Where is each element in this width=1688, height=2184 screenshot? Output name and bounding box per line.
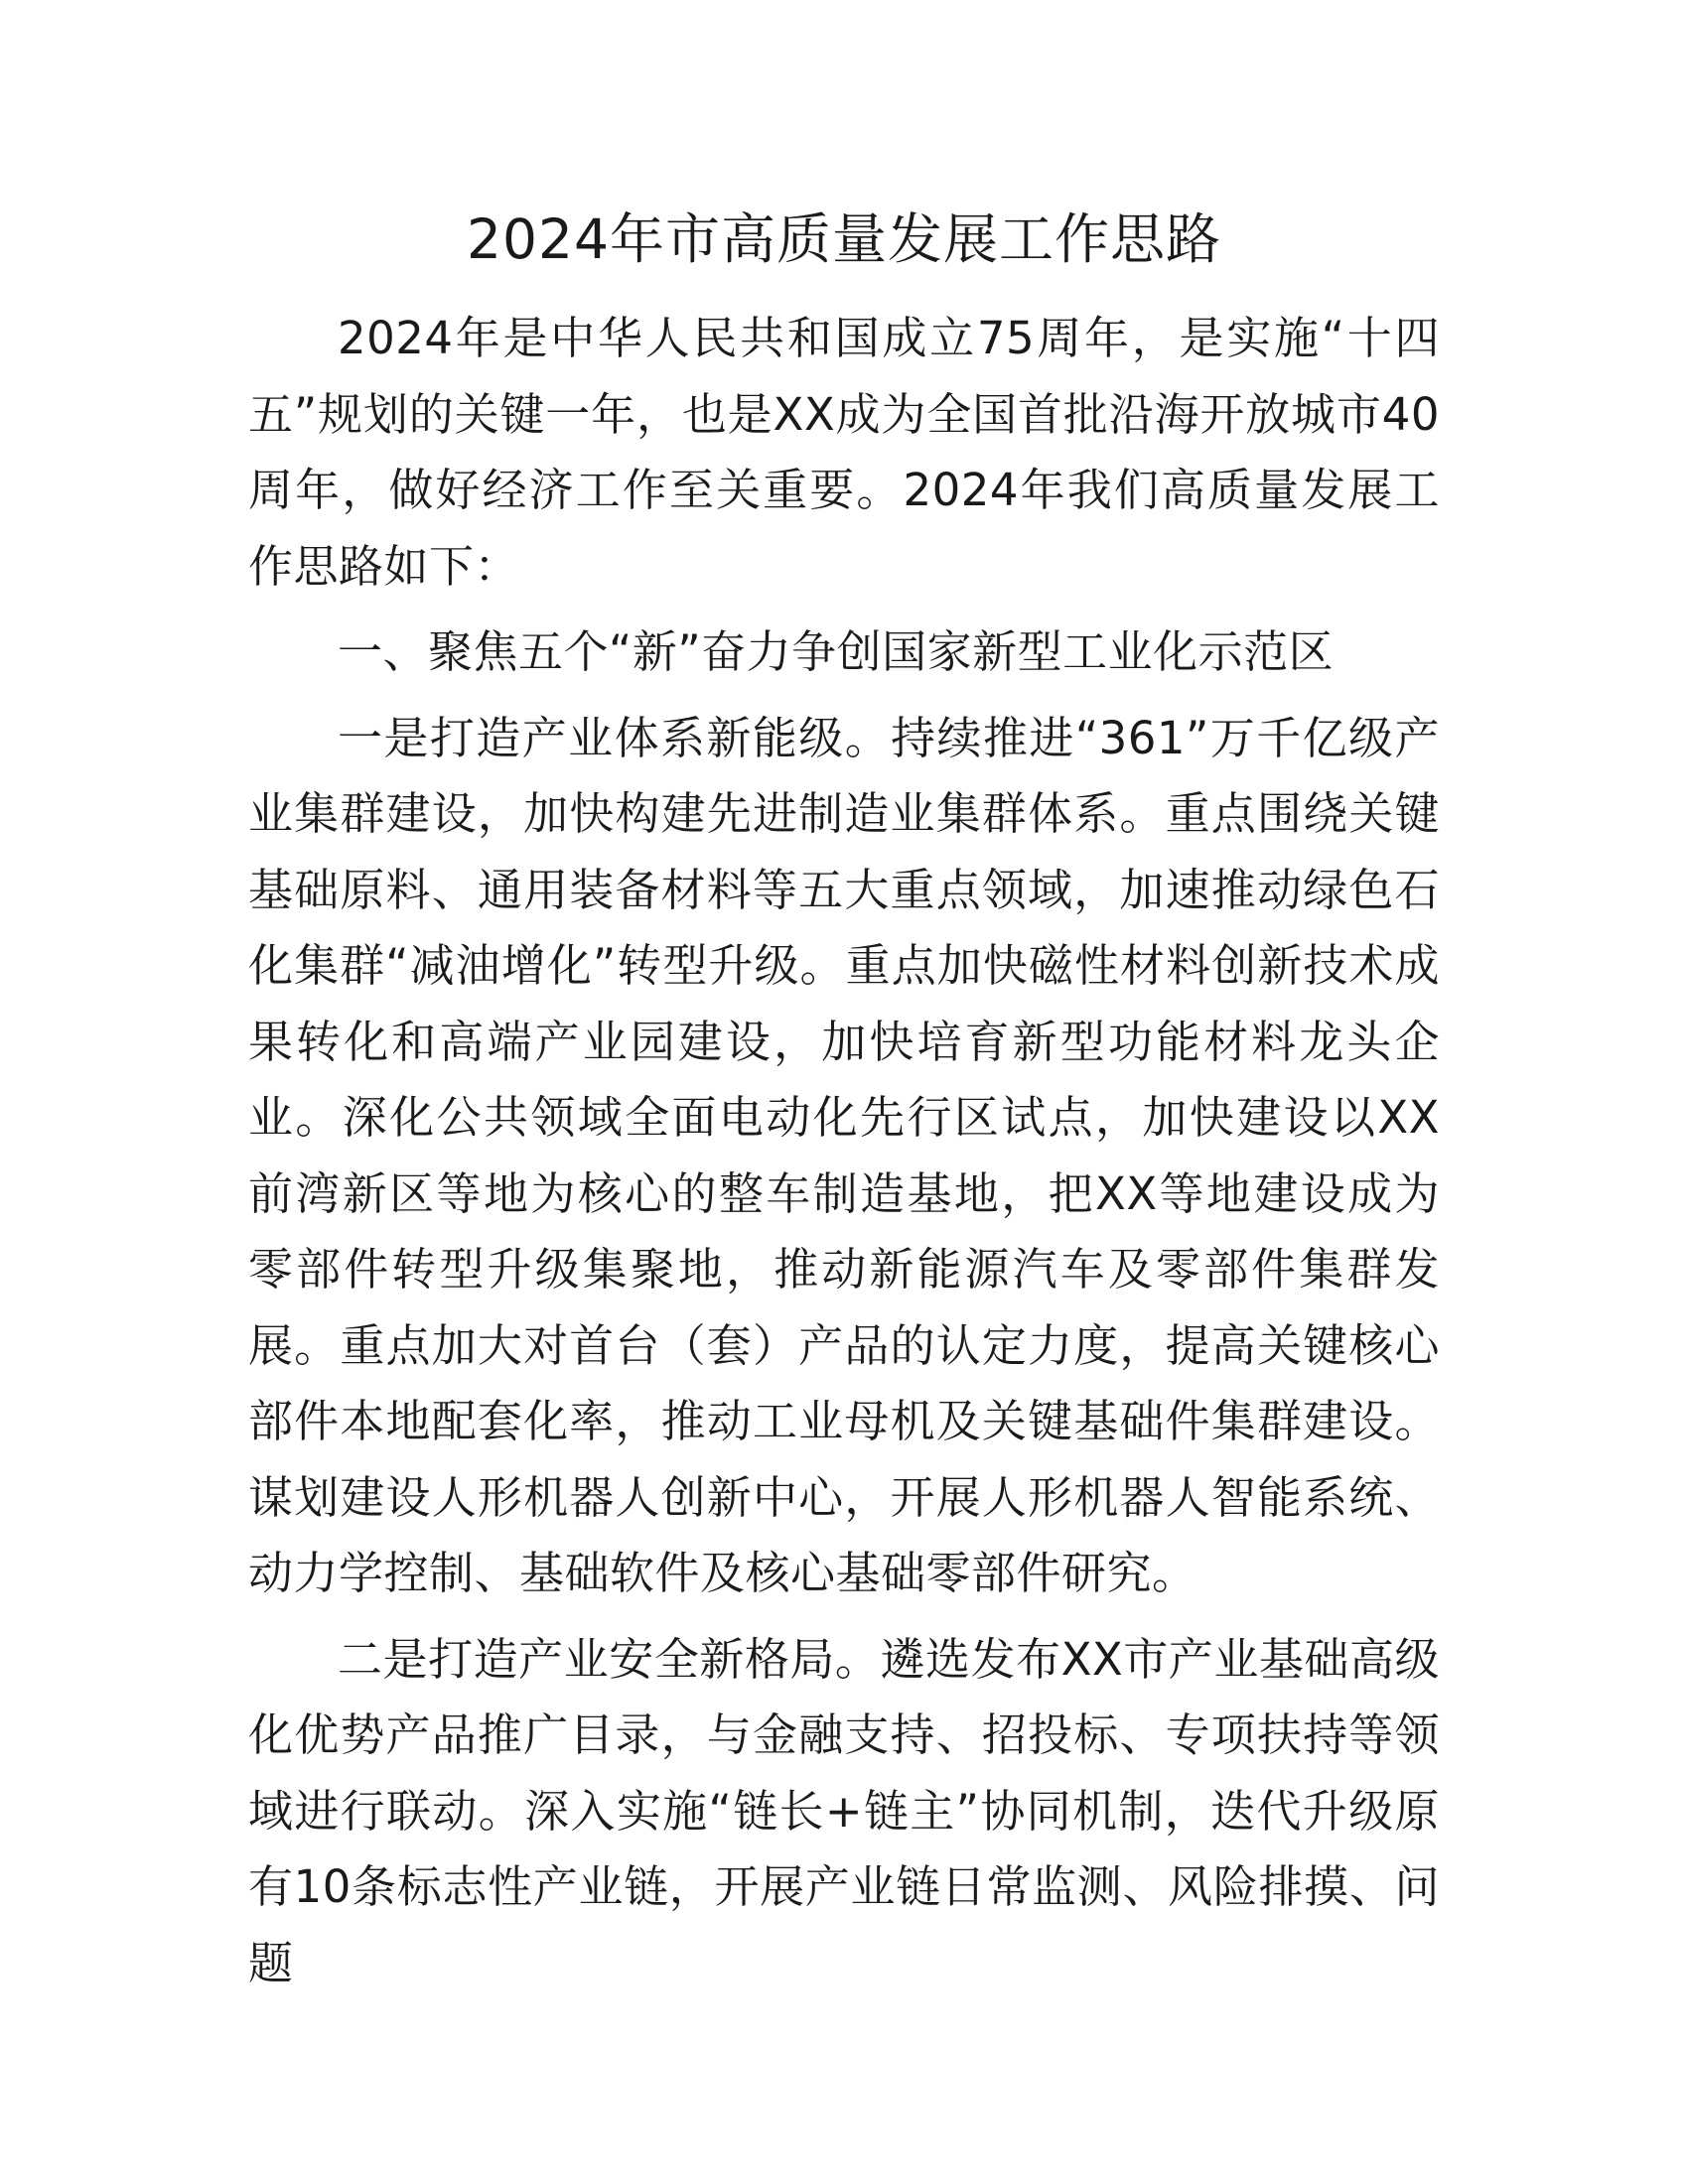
document-title: 2024年市高质量发展工作思路 (467, 207, 1221, 271)
body-paragraph: 一是打造产业体系新能级。持续推进“361”万千亿级产业集群建设，加快构建先进制造业集群体系。重点围绕关键基础原料、通用装备材料等五大重点领域，加速推动绿色石化集群“减油增化”转型升级。重点加快磁性材料创新技术成果转化和高端产业园建设，加快培育新型功能材料龙头企业。深化公共领域全面电动化先行区试点，加快建设以XX前湾新区等地为核心的整车制造基地，把XX等地建设成为零部件转型升级集聚地，推动新能源汽车及零部件集群发展。重点加大对首台（套）产品的认定力度，提高关键核心部件本地配套化率，推动工业母机及关键基础件集群建设。谋划建设人形机器人创新中心，开展人形机器人智能系统、动力学控制、基础软件及核心基础零部件研究。 (248, 711, 1440, 1599)
intro-paragraph: 2024年是中华人民共和国成立75周年，是实施“十四五”规划的关键一年，也是XX成为全国首批沿海开放城市40周年，做好经济工作至关重要。2024年我们高质量发展工作思路如下： (248, 312, 1440, 593)
document-body (248, 301, 1440, 2001)
body-paragraph: 二是打造产业安全新格局。遴选发布XX市产业基础高级化优势产品推广目录，与金融支持、招投标、专项扶持等领域进行联动。深入实施“链长+链主”协同机制，迭代升级原有10条标志性产业链，开展产业链日常监测、风险排摸、问题 (248, 1632, 1440, 1989)
section-heading: 一、聚焦五个“新”奋力争创国家新型工业化示范区 (338, 625, 1335, 678)
